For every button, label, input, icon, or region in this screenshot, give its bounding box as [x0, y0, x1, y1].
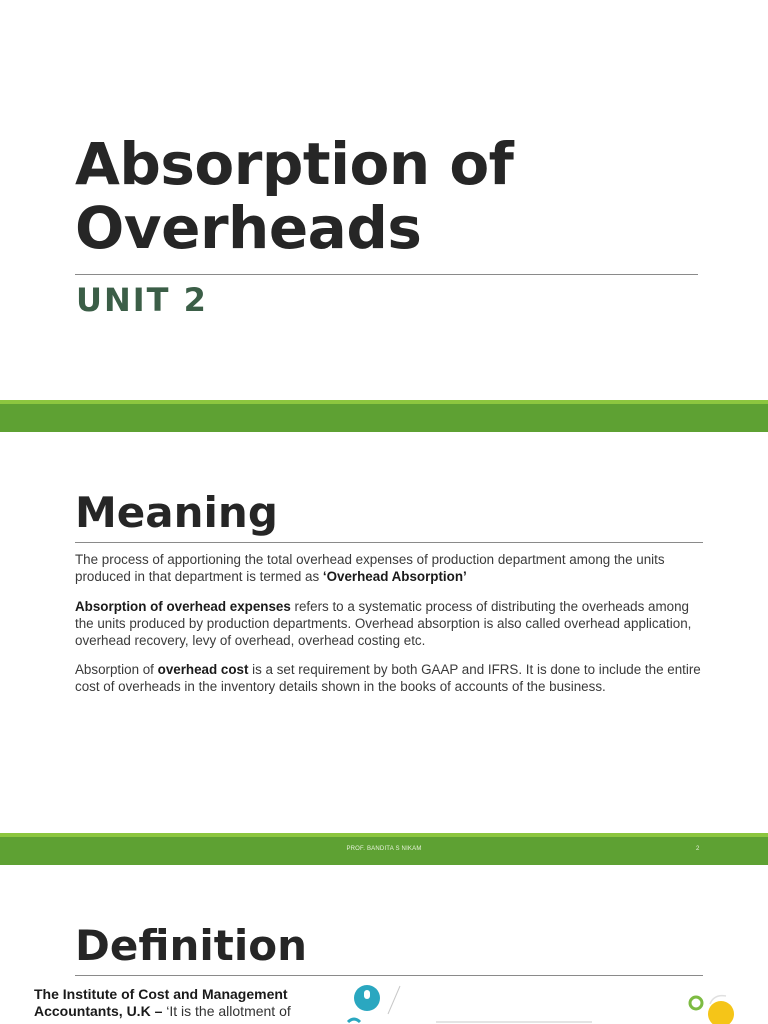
para3-text: is a set requirement by both GAAP and IFRS. It is done to include the entire cost of overheads in the inventory details shown in the books of accounts of the business.: [75, 662, 701, 694]
title-divider: [75, 274, 698, 275]
slide-title-line-1: Absorption of: [75, 130, 514, 198]
para3-bold: overhead cost: [157, 662, 249, 677]
slide-title: [75, 132, 513, 260]
slide-title-line-2: Overheads: [75, 194, 422, 262]
definition-divider: [75, 975, 703, 976]
band-highlight: [0, 400, 768, 404]
meaning-paragraph-2: [75, 598, 705, 649]
para3-pre: Absorption of: [75, 662, 158, 677]
slide-subtitle: UNIT 2: [76, 281, 208, 319]
para2-text: refers to a systematic process of distributing the overheads among the units produced by production departments. Overhead absorption is also called overhead application, overhead recovery, levy of overhead, overhead costing etc.: [75, 599, 692, 648]
teal-circle-mark: [364, 990, 370, 999]
slide-separator-band: [0, 400, 768, 432]
definition-quote: ‘It is the allotment of: [162, 1003, 291, 1019]
definition-text: [34, 986, 324, 1020]
definition-heading: Definition: [75, 921, 308, 970]
yellow-circle-shape: [708, 1001, 734, 1024]
meaning-paragraph-3: [75, 661, 705, 695]
footer-page-number: 2: [696, 846, 700, 852]
meaning-heading: Meaning: [75, 488, 278, 537]
meaning-paragraph-1: [75, 551, 705, 585]
para1-text: The process of apportioning the total overhead expenses of production department among the units produced in that department is termed as: [75, 552, 665, 584]
green-ring-shape: [690, 997, 702, 1009]
decorative-illustration: [340, 980, 768, 1024]
thin-line-shape: [388, 986, 400, 1014]
band-highlight: [0, 833, 768, 837]
definition-source: The Institute of Cost and Management Accountants, U.K –: [34, 986, 288, 1019]
para1-bold: ‘Overhead Absorption’: [322, 569, 467, 584]
para2-bold: Absorption of overhead expenses: [75, 599, 291, 614]
teal-arc-shape: [348, 1019, 360, 1022]
meaning-divider: [75, 542, 703, 543]
footer-author: PROF. BANDITA S NIKAM: [346, 846, 422, 852]
